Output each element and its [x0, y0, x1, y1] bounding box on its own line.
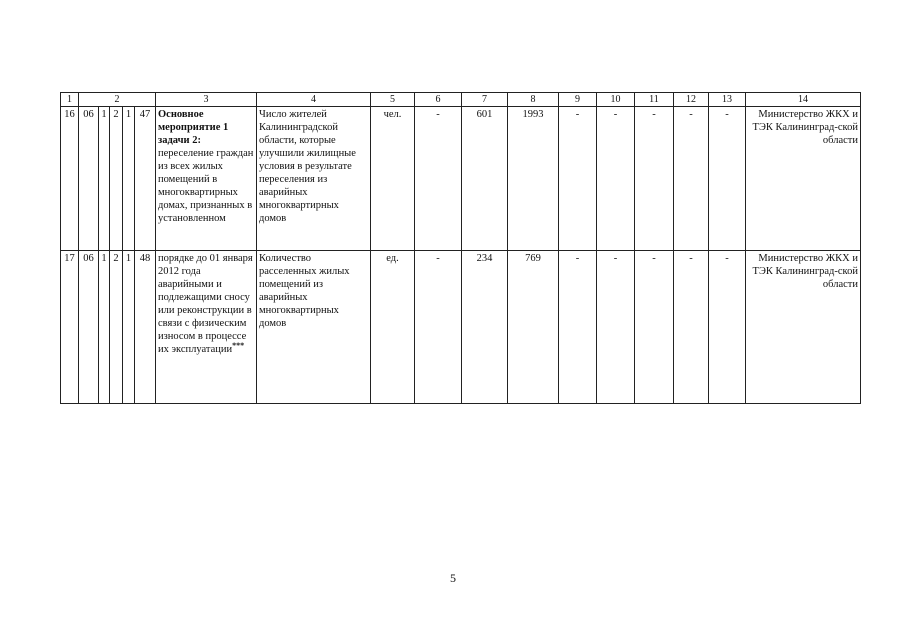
value-cell: -	[635, 107, 674, 251]
value-cell: -	[559, 251, 597, 404]
value-cell: -	[415, 251, 462, 404]
value-cell: -	[709, 251, 746, 404]
header-cell: 4	[257, 93, 371, 107]
value-cell: -	[709, 107, 746, 251]
measure-cell	[156, 107, 257, 251]
responsible-cell: Министерство ЖКХ и ТЭК Калининград-ской области	[746, 107, 861, 251]
code-cell: 47	[135, 107, 156, 251]
table-row	[61, 107, 861, 251]
value-cell: -	[674, 251, 709, 404]
code-cell: 1	[99, 107, 110, 251]
value-cell: -	[597, 251, 635, 404]
value-cell: 601	[462, 107, 508, 251]
page-number: 5	[450, 571, 456, 585]
header-cell: 2	[79, 93, 156, 107]
header-row	[61, 93, 861, 107]
header-cell: 5	[371, 93, 415, 107]
footnote-mark: ***	[232, 341, 245, 350]
value-cell: -	[415, 107, 462, 251]
code-cell: 1	[123, 251, 135, 404]
code-cell: 2	[110, 107, 123, 251]
code-cell: 06	[79, 251, 99, 404]
header-cell: 14	[746, 93, 861, 107]
measure-text: порядке до 01 января 2012 года аварийными и подлежащими сносу или реконструкции в связи с физическим износом в процессе их эксплуатации	[158, 253, 253, 355]
code-cell: 1	[123, 107, 135, 251]
value-cell: -	[597, 107, 635, 251]
measure-text: переселение граждан из всех жилых помещений в многоквартирных домах, признанных в установленном	[158, 148, 254, 224]
value-cell: -	[635, 251, 674, 404]
value-cell: 234	[462, 251, 508, 404]
header-cell: 13	[709, 93, 746, 107]
table-row	[61, 251, 861, 404]
header-cell: 1	[61, 93, 79, 107]
header-cell: 6	[415, 93, 462, 107]
code-cell: 16	[61, 107, 79, 251]
header-cell: 8	[508, 93, 559, 107]
code-cell: 06	[79, 107, 99, 251]
header-cell: 10	[597, 93, 635, 107]
code-cell: 48	[135, 251, 156, 404]
header-cell: 3	[156, 93, 257, 107]
code-cell: 1	[99, 251, 110, 404]
responsible-cell: Министерство ЖКХ и ТЭК Калининград-ской области	[746, 251, 861, 404]
unit-cell: ед.	[371, 251, 415, 404]
value-cell: 769	[508, 251, 559, 404]
value-cell: 1993	[508, 107, 559, 251]
measure-title: Основное мероприятие 1 задачи 2:	[158, 109, 229, 146]
value-cell: -	[674, 107, 709, 251]
code-cell: 17	[61, 251, 79, 404]
header-cell: 7	[462, 93, 508, 107]
unit-cell: чел.	[371, 107, 415, 251]
measure-cell	[156, 251, 257, 404]
header-cell: 9	[559, 93, 597, 107]
value-cell: -	[559, 107, 597, 251]
indicators-table	[60, 92, 861, 404]
indicator-cell: Число жителей Калининградской области, которые улучшили жилищные условия в результате переселения из аварийных многоквартирных домов	[257, 107, 371, 251]
code-cell: 2	[110, 251, 123, 404]
indicator-cell: Количество расселенных жилых помещений из аварийных многоквартирных домов	[257, 251, 371, 404]
header-cell: 11	[635, 93, 674, 107]
header-cell: 12	[674, 93, 709, 107]
